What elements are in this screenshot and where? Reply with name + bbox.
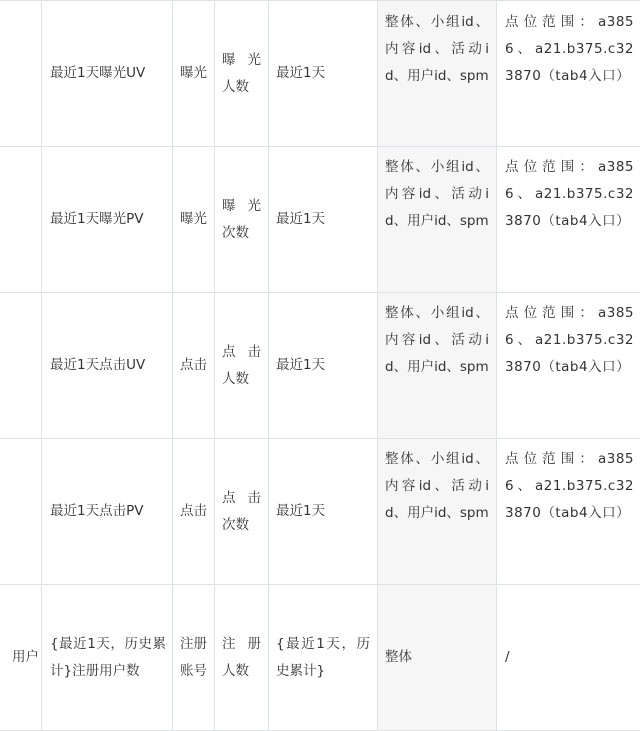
action-cell: 点击 <box>173 293 215 439</box>
module-cell: 用户 <box>0 585 42 731</box>
table-row <box>0 585 640 731</box>
note-cell: 点位范围：a3856、a21.b375.c323870（tab4入口） <box>497 293 640 439</box>
measure-cell: 曝光人数 <box>215 1 269 147</box>
measure-cell: 点击次数 <box>215 439 269 585</box>
dimensions-cell: 整体、小组id、内容id、活动id、用户id、spm <box>378 293 497 439</box>
module-cell <box>0 1 42 147</box>
note-cell: / <box>497 585 640 731</box>
table-row <box>0 439 640 585</box>
dimensions-cell: 整体 <box>378 585 497 731</box>
note-cell: 点位范围：a3856、a21.b375.c323870（tab4入口） <box>497 439 640 585</box>
period-cell: {最近1天，历史累计} <box>269 585 378 731</box>
measure-cell: 注册人数 <box>215 585 269 731</box>
module-cell <box>0 147 42 293</box>
measure-cell: 点击人数 <box>215 293 269 439</box>
dimensions-cell: 整体、小组id、内容id、活动id、用户id、spm <box>378 147 497 293</box>
metric-cell: 最近1天点击UV <box>42 293 173 439</box>
table-row <box>0 1 640 147</box>
period-cell: 最近1天 <box>269 1 378 147</box>
period-cell: 最近1天 <box>269 293 378 439</box>
period-cell: 最近1天 <box>269 439 378 585</box>
note-cell: 点位范围：a3856、a21.b375.c323870（tab4入口） <box>497 1 640 147</box>
measure-cell: 曝光次数 <box>215 147 269 293</box>
period-cell: 最近1天 <box>269 147 378 293</box>
dimensions-cell: 整体、小组id、内容id、活动id、用户id、spm <box>378 1 497 147</box>
dimensions-cell: 整体、小组id、内容id、活动id、用户id、spm <box>378 439 497 585</box>
metric-cell: {最近1天，历史累计}注册用户数 <box>42 585 173 731</box>
action-cell: 曝光 <box>173 1 215 147</box>
metric-cell: 最近1天曝光PV <box>42 147 173 293</box>
module-cell <box>0 439 42 585</box>
action-cell: 点击 <box>173 439 215 585</box>
metric-cell: 最近1天曝光UV <box>42 1 173 147</box>
action-cell: 曝光 <box>173 147 215 293</box>
action-cell: 注册账号 <box>173 585 215 731</box>
table-row <box>0 147 640 293</box>
metric-cell: 最近1天点击PV <box>42 439 173 585</box>
table-row <box>0 293 640 439</box>
note-cell: 点位范围：a3856、a21.b375.c323870（tab4入口） <box>497 147 640 293</box>
module-cell <box>0 293 42 439</box>
